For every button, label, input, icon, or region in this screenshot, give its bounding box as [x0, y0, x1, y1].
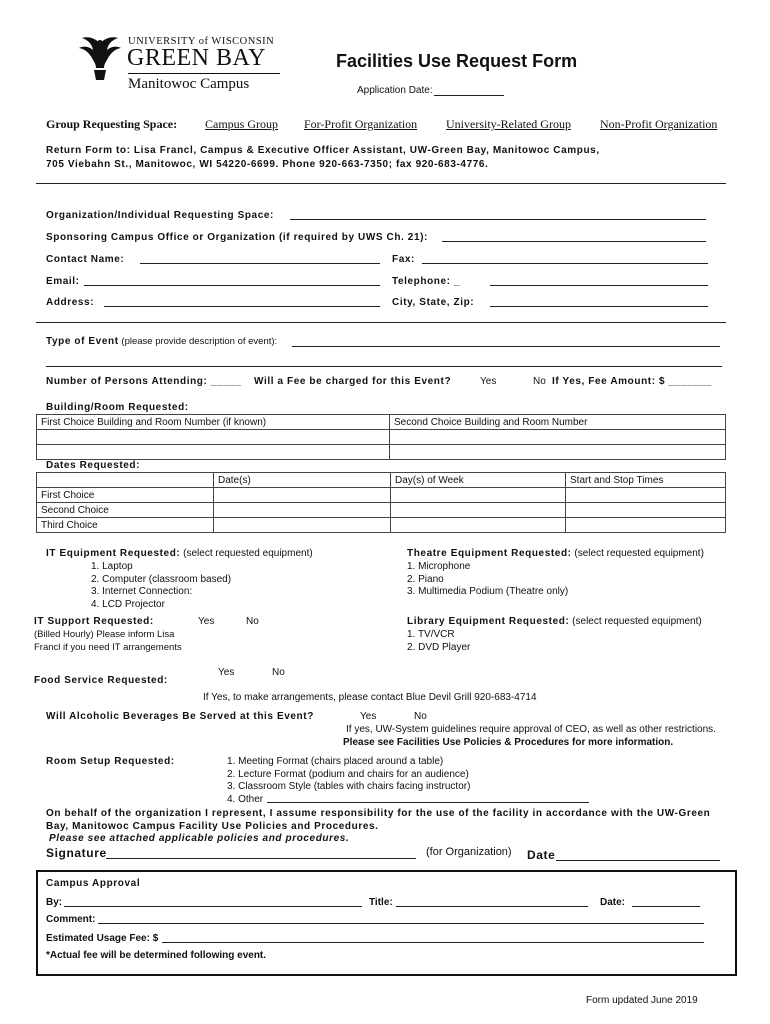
first-choice-building-header: First Choice Building and Room Number (if known)	[37, 415, 390, 430]
form-updated-footer: Form updated June 2019	[586, 995, 698, 1006]
room-setup-item[interactable]: 2. Lecture Format (podium and chairs for an audience)	[227, 768, 469, 780]
address-field[interactable]	[104, 306, 380, 307]
it-equipment-item[interactable]: 3. Internet Connection:	[91, 586, 193, 597]
date-cell[interactable]	[214, 503, 391, 518]
room-setup-other-field[interactable]	[267, 802, 589, 803]
responsibility-line-3: Please see attached applicable policies and procedures.	[49, 833, 350, 844]
it-equipment-label: IT Equipment Requested:	[46, 548, 181, 559]
dates-header-date: Date(s)	[214, 473, 391, 488]
library-hint: (select requested equipment)	[572, 616, 702, 627]
group-option-campus[interactable]: Campus Group	[205, 117, 278, 131]
it-equipment-item[interactable]: 1. Laptop	[91, 561, 133, 572]
university-name: UNIVERSITY of WISCONSIN	[128, 36, 275, 47]
it-equipment-row	[46, 548, 313, 559]
for-organization-label: (for Organization)	[426, 846, 512, 858]
page-title: Facilities Use Request Form	[336, 51, 578, 71]
group-option-university-related[interactable]: University-Related Group	[446, 117, 571, 131]
dates-row-label: Third Choice	[37, 518, 214, 533]
dates-row-label: First Choice	[37, 488, 214, 503]
org-field[interactable]	[290, 219, 706, 220]
approval-fee-field[interactable]	[162, 942, 704, 943]
fee-amount[interactable]: If Yes, Fee Amount: $ _______	[552, 376, 712, 387]
it-equipment-item[interactable]: 4. LCD Projector	[91, 598, 165, 610]
room-setup-item[interactable]: 1. Meeting Format (chairs placed around a table)	[227, 756, 444, 767]
city-label: City, State, Zip:	[392, 297, 475, 308]
address-label: Address:	[46, 297, 95, 308]
approval-fee-label: Estimated Usage Fee: $	[46, 933, 159, 944]
sponsor-label: Sponsoring Campus Office or Organization (if required by UWS Ch. 21):	[46, 232, 428, 243]
telephone-field[interactable]	[490, 285, 708, 286]
library-label: Library Equipment Requested:	[407, 616, 570, 627]
email-label: Email:	[46, 276, 80, 287]
alcohol-label: Will Alcoholic Beverages Be Served at this Event?	[46, 711, 314, 722]
fee-no[interactable]: No	[533, 376, 546, 387]
it-support-note-2: Francl if you need IT arrangements	[34, 642, 182, 653]
it-equipment-item[interactable]: 2. Computer (classroom based)	[91, 573, 232, 585]
second-choice-building-header: Second Choice Building and Room Number	[390, 415, 726, 430]
section-divider	[36, 322, 726, 323]
group-requesting-label: Group Requesting Space:	[46, 117, 178, 131]
theatre-label: Theatre Equipment Requested:	[407, 548, 572, 559]
times-cell[interactable]	[566, 503, 726, 518]
contact-field[interactable]	[140, 263, 380, 264]
group-option-non-profit[interactable]: Non-Profit Organization	[600, 117, 718, 131]
email-field[interactable]	[84, 285, 380, 286]
fee-question: Will a Fee be charged for this Event?	[254, 376, 452, 387]
first-choice-building-cell[interactable]	[37, 445, 390, 460]
day-cell[interactable]	[391, 488, 566, 503]
dates-header-times: Start and Stop Times	[566, 473, 726, 488]
event-type-label: Type of Event	[46, 336, 119, 347]
campus-name: Manitowoc Campus	[128, 76, 250, 92]
room-setup-item[interactable]: 4. Other	[227, 793, 264, 805]
event-type-hint: (please provide description of event):	[121, 336, 278, 347]
building-label: Building/Room Requested:	[46, 402, 189, 413]
telephone-label: Telephone: _	[392, 276, 461, 287]
dates-table	[36, 472, 726, 533]
approval-date-label: Date:	[600, 897, 626, 908]
signature-date-label: Date	[527, 848, 556, 862]
dates-row-label: Second Choice	[37, 503, 214, 518]
alcohol-yes[interactable]: Yes	[360, 711, 377, 722]
library-list	[407, 629, 470, 654]
date-cell[interactable]	[214, 488, 391, 503]
theatre-row	[407, 548, 704, 559]
approval-comment-field[interactable]	[98, 923, 704, 924]
date-cell[interactable]	[214, 518, 391, 533]
theatre-hint: (select requested equipment)	[574, 548, 704, 559]
approval-by-field[interactable]	[64, 906, 362, 907]
it-equipment-list	[91, 561, 231, 611]
times-cell[interactable]	[566, 518, 726, 533]
event-type-row	[46, 336, 277, 347]
approval-comment-label: Comment:	[46, 914, 96, 925]
alcohol-no[interactable]: No	[414, 711, 427, 722]
phoenix-logo-icon	[78, 34, 122, 84]
fax-field[interactable]	[422, 263, 708, 264]
org-label: Organization/Individual Requesting Space:	[46, 210, 274, 221]
fax-label: Fax:	[392, 254, 415, 265]
signature-date-field[interactable]	[556, 860, 720, 861]
approval-title-field[interactable]	[396, 906, 588, 907]
it-support-yes[interactable]: Yes	[198, 616, 215, 627]
alcohol-note-2: Please see Facilities Use Policies & Procedures for more information.	[343, 737, 674, 748]
responsibility-line-2: Bay, Manitowoc Campus Facility Use Policies and Procedures.	[46, 821, 379, 832]
day-cell[interactable]	[391, 518, 566, 533]
dates-header-day: Day(s) of Week	[391, 473, 566, 488]
room-setup-label: Room Setup Requested:	[46, 756, 175, 767]
dates-corner	[37, 473, 214, 488]
theatre-item[interactable]: 2. Piano	[407, 573, 444, 585]
it-support-label: IT Support Requested:	[34, 616, 154, 627]
campus-approval-title: Campus Approval	[46, 878, 141, 889]
library-row	[407, 616, 702, 627]
approval-date-field[interactable]	[632, 906, 700, 907]
event-type-field[interactable]	[292, 346, 720, 347]
food-no[interactable]: No	[272, 667, 285, 678]
theatre-item[interactable]: 1. Microphone	[407, 561, 471, 572]
approval-by-label: By:	[46, 897, 63, 908]
food-yes[interactable]: Yes	[218, 667, 235, 678]
green-bay-name: GREEN BAY	[127, 45, 266, 71]
it-support-no[interactable]: No	[246, 616, 259, 627]
event-type-field-2[interactable]	[46, 366, 722, 367]
theatre-item[interactable]: 3. Multimedia Podium (Theatre only)	[407, 586, 569, 597]
first-choice-building-cell[interactable]	[37, 430, 390, 445]
day-cell[interactable]	[391, 503, 566, 518]
approval-title-label: Title:	[369, 897, 393, 908]
contact-label: Contact Name:	[46, 254, 125, 265]
second-choice-building-cell[interactable]	[390, 445, 726, 460]
library-item[interactable]: 1. TV/VCR	[407, 629, 455, 640]
signature-label: Signature	[46, 846, 107, 860]
library-item[interactable]: 2. DVD Player	[407, 641, 471, 653]
it-equipment-hint: (select requested equipment)	[183, 548, 313, 559]
second-choice-building-cell[interactable]	[390, 430, 726, 445]
responsibility-line-1: On behalf of the organization I represent, I assume responsibility for the use of the facility in accordance with the UW-Green	[46, 808, 711, 819]
food-note: If Yes, to make arrangements, please contact Blue Devil Grill 920-683-4714	[203, 692, 537, 703]
return-form-line-2: 705 Viebahn St., Manitowoc, WI 54220-6699. Phone 920-663-7350; fax 920-683-4776.	[46, 159, 489, 170]
building-table	[36, 414, 726, 460]
return-form-line-1: Return Form to: Lisa Francl, Campus & Executive Officer Assistant, UW-Green Bay, Manitowoc Campus,	[46, 145, 600, 156]
signature-field[interactable]	[106, 858, 416, 859]
alcohol-note-1: If yes, UW-System guidelines require approval of CEO, as well as other restrictions.	[346, 724, 716, 735]
room-setup-list	[227, 756, 470, 806]
theatre-list	[407, 561, 568, 599]
dates-label: Dates Requested:	[46, 460, 141, 471]
approval-note: *Actual fee will be determined following event.	[46, 950, 267, 961]
application-date-label: Application Date:	[357, 85, 433, 96]
group-option-for-profit[interactable]: For-Profit Organization	[304, 117, 418, 131]
sponsor-field[interactable]	[442, 241, 706, 242]
fee-yes[interactable]: Yes	[480, 376, 497, 387]
food-label: Food Service Requested:	[34, 675, 168, 686]
logo-divider	[128, 73, 280, 74]
times-cell[interactable]	[566, 488, 726, 503]
room-setup-item[interactable]: 3. Classroom Style (tables with chairs facing instructor)	[227, 781, 471, 792]
section-divider	[36, 183, 726, 184]
application-date-field[interactable]	[434, 95, 504, 96]
city-field[interactable]	[490, 306, 708, 307]
persons-label[interactable]: Number of Persons Attending: _____	[46, 376, 242, 387]
it-support-note-1: (Billed Hourly) Please inform Lisa	[34, 629, 175, 640]
